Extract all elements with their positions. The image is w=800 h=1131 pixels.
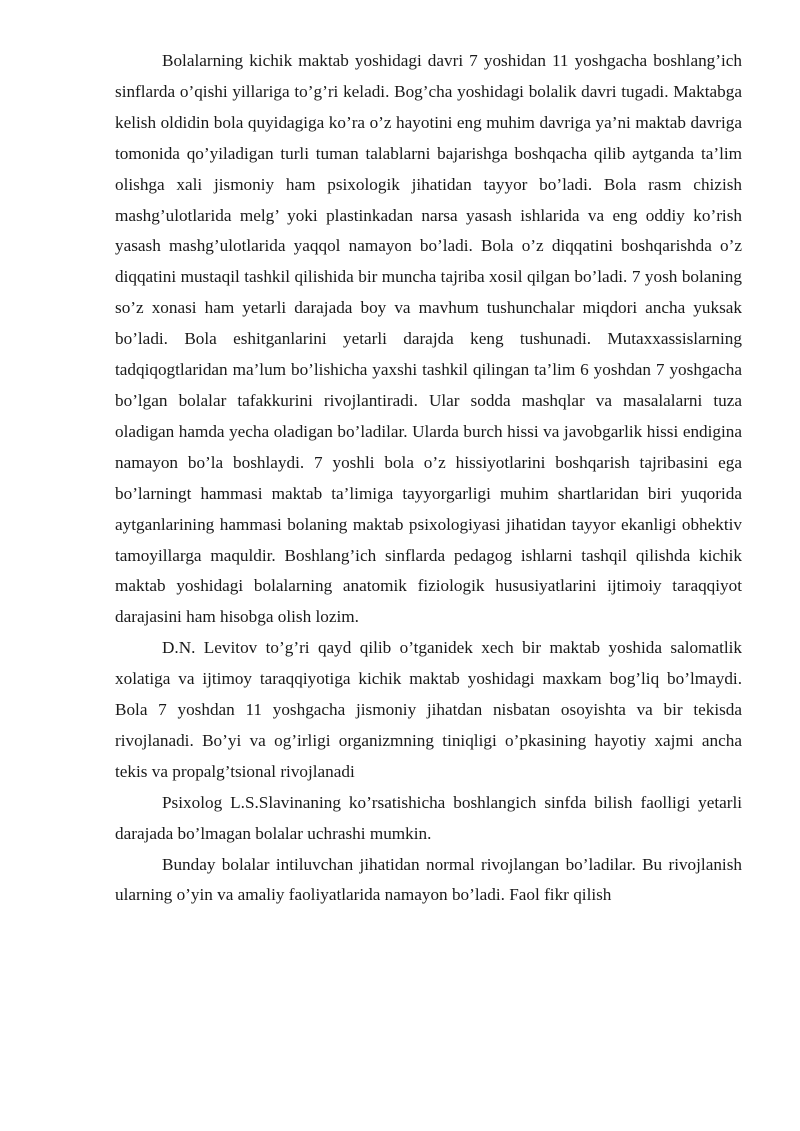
document-page	[115, 46, 742, 911]
paragraph-1: Bolalarning kichik maktab yoshidagi davri 7 yoshidan 11 yoshgacha boshlang’ich sinflarda o’qishi yillariga to’g’ri keladi. Bog’cha yoshidagi bolalik davri tugadi. Maktabga kelish oldidin bola quyidagiga ko’ra o’z hayotini eng muhim davriga ya’ni maktab davriga tomonida qo’yiladigan turli tuman talablarni bajarishga boshqacha qilib aytganda ta’lim olishga xali jismoniy ham psixologik jihatidan tayyor bo’ladi. Bola rasm chizish mashg’ulotlarida melg’ yoki plastinkadan narsa yasash ishlarida va eng oddiy ko’rish yasash mashg’ulotlarida yaqqol namayon bo’ladi. Bola o’z diqqatini boshqarishda o’z diqqatini mustaqil tashkil qilishida bir muncha tajriba xosil qilgan bo’ladi. 7 yosh bolaning so’z xonasi ham yetarli darajada boy va mavhum tushunchalar miqdori ancha yuksak bo’ladi. Bola eshitganlarini yetarli darajda keng tushunadi. Mutaxxassislarning tadqiqogtlaridan ma’lum bo’lishicha yaxshi tashkil qilingan ta’lim 6 yoshdan 7 yoshgacha bo’lgan bolalar tafakkurini rivojlantiradi. Ular sodda mashqlar va masalalarni tuza oladigan hamda yecha oladigan bo’ladilar. Ularda burch hissi va javobgarlik hissi endigina namayon bo’la boshlaydi. 7 yoshli bola o’z hissiyotlarini boshqarish tajribasini ega bo’larningt hammasi maktab ta’limiga tayyorgarligi muhim shartlaridan biri yuqorida aytganlarining hammasi bolaning maktab psixologiyasi jihatidan tayyor ekanligi obhektiv tamoyillarga maquldir. Boshlang’ich sinflarda pedagog ishlarni tashqil qilishda kichik maktab yoshidagi bolalarning anatomik fiziologik hususiyatlarini ijtimoiy taraqqiyot darajasini ham hisobga olish lozim.	[115, 51, 742, 627]
paragraph-4: Bunday bolalar intiluvchan jihatidan normal rivojlangan bo’ladilar. Bu rivojlanish ularning o’yin va amaliy faoliyatlarida namayon bo’ladi. Faol fikr qilish	[115, 854, 742, 905]
paragraph-2: D.N. Levitov to’g’ri qayd qilib o’tganidek xech bir maktab yoshida salomatlik xolatiga va ijtimoy taraqqiyotiga kichik maktab yoshidagi maxkam bog’liq bo’lmaydi. Bola 7 yoshdan 11 yoshgacha jismoniy jihatdan nisbatan osoyishta va bir tekisda rivojlanadi. Bo’yi va og’irligi organizmning tiniqligi o’pkasining hayotiy xajmi ancha tekis va propalg’tsional rivojlanadi	[115, 638, 742, 781]
paragraph-3: Psixolog L.S.Slavinaning ko’rsatishicha boshlangich sinfda bilish faolligi yetarli darajada bo’lmagan bolalar uchrashi mumkin.	[115, 792, 742, 843]
